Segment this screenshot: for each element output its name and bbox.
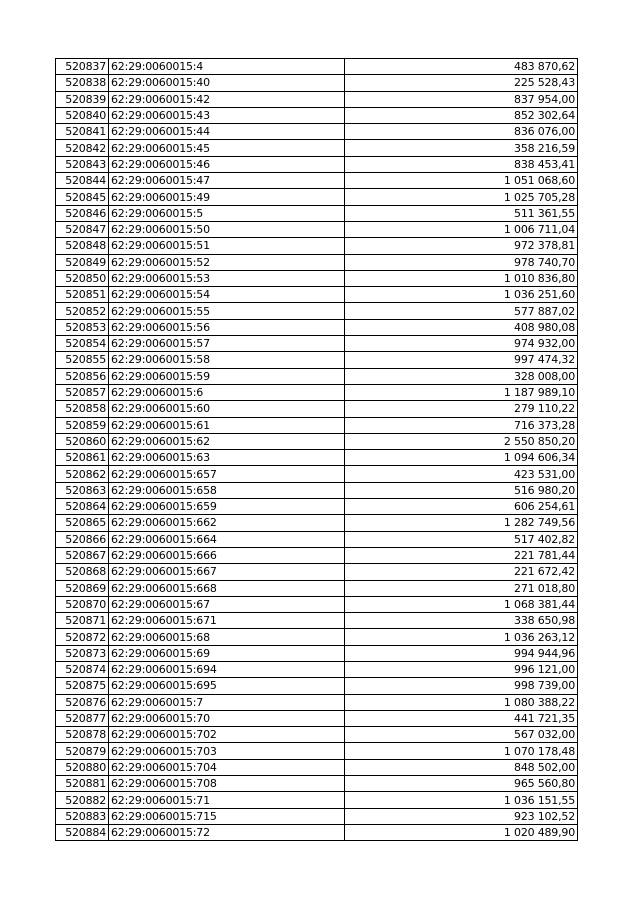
row-number-cell: 520874 bbox=[56, 661, 109, 677]
cadastral-number-cell: 62:29:0060015:50 bbox=[109, 221, 345, 237]
table-row bbox=[56, 482, 578, 498]
cadastral-value-cell: 1 080 388,22 bbox=[345, 694, 578, 710]
row-number-cell: 520873 bbox=[56, 645, 109, 661]
row-number-cell: 520854 bbox=[56, 336, 109, 352]
table-row bbox=[56, 319, 578, 335]
row-number-cell: 520858 bbox=[56, 401, 109, 417]
table-row bbox=[56, 75, 578, 91]
cadastral-value-cell: 1 070 178,48 bbox=[345, 743, 578, 759]
cadastral-number-cell: 62:29:0060015:667 bbox=[109, 564, 345, 580]
cadastral-number-cell: 62:29:0060015:60 bbox=[109, 401, 345, 417]
table-row bbox=[56, 759, 578, 775]
cadastral-number-cell: 62:29:0060015:56 bbox=[109, 319, 345, 335]
cadastral-value-cell: 716 373,28 bbox=[345, 417, 578, 433]
table-row bbox=[56, 792, 578, 808]
cadastral-value-cell: 994 944,96 bbox=[345, 645, 578, 661]
cadastral-value-cell: 836 076,00 bbox=[345, 124, 578, 140]
row-number-cell: 520849 bbox=[56, 254, 109, 270]
row-number-cell: 520865 bbox=[56, 515, 109, 531]
cadastral-number-cell: 62:29:0060015:704 bbox=[109, 759, 345, 775]
cadastral-number-cell: 62:29:0060015:61 bbox=[109, 417, 345, 433]
cadastral-value-cell: 998 739,00 bbox=[345, 678, 578, 694]
table-row bbox=[56, 238, 578, 254]
cadastral-value-cell: 338 650,98 bbox=[345, 613, 578, 629]
cadastral-value-cell: 996 121,00 bbox=[345, 661, 578, 677]
row-number-cell: 520871 bbox=[56, 613, 109, 629]
row-number-cell: 520851 bbox=[56, 287, 109, 303]
row-number-cell: 520882 bbox=[56, 792, 109, 808]
cadastral-number-cell: 62:29:0060015:53 bbox=[109, 270, 345, 286]
cadastral-value-cell: 1 187 989,10 bbox=[345, 384, 578, 400]
cadastral-number-cell: 62:29:0060015:70 bbox=[109, 710, 345, 726]
table-row bbox=[56, 124, 578, 140]
table-row bbox=[56, 417, 578, 433]
cadastral-number-cell: 62:29:0060015:7 bbox=[109, 694, 345, 710]
cadastral-value-cell: 974 932,00 bbox=[345, 336, 578, 352]
table-row bbox=[56, 743, 578, 759]
table-row bbox=[56, 710, 578, 726]
cadastral-number-cell: 62:29:0060015:708 bbox=[109, 776, 345, 792]
table-row bbox=[56, 727, 578, 743]
cadastral-value-cell: 838 453,41 bbox=[345, 156, 578, 172]
cadastral-number-cell: 62:29:0060015:4 bbox=[109, 59, 345, 75]
table-row bbox=[56, 776, 578, 792]
row-number-cell: 520883 bbox=[56, 808, 109, 824]
cadastral-number-cell: 62:29:0060015:46 bbox=[109, 156, 345, 172]
table-row bbox=[56, 368, 578, 384]
row-number-cell: 520847 bbox=[56, 221, 109, 237]
cadastral-value-cell: 837 954,00 bbox=[345, 91, 578, 107]
cadastral-value-cell: 978 740,70 bbox=[345, 254, 578, 270]
cadastral-number-cell: 62:29:0060015:58 bbox=[109, 352, 345, 368]
cadastral-number-cell: 62:29:0060015:659 bbox=[109, 499, 345, 515]
row-number-cell: 520861 bbox=[56, 450, 109, 466]
table-row bbox=[56, 466, 578, 482]
row-number-cell: 520840 bbox=[56, 107, 109, 123]
cadastral-value-cell: 852 302,64 bbox=[345, 107, 578, 123]
table-row bbox=[56, 433, 578, 449]
row-number-cell: 520842 bbox=[56, 140, 109, 156]
table-row bbox=[56, 221, 578, 237]
row-number-cell: 520852 bbox=[56, 303, 109, 319]
table-row bbox=[56, 629, 578, 645]
cadastral-value-cell: 1 068 381,44 bbox=[345, 596, 578, 612]
cadastral-number-cell: 62:29:0060015:55 bbox=[109, 303, 345, 319]
cadastral-value-cell: 1 036 251,60 bbox=[345, 287, 578, 303]
row-number-cell: 520863 bbox=[56, 482, 109, 498]
cadastral-number-cell: 62:29:0060015:72 bbox=[109, 824, 345, 840]
cadastral-value-cell: 577 887,02 bbox=[345, 303, 578, 319]
row-number-cell: 520866 bbox=[56, 531, 109, 547]
row-number-cell: 520843 bbox=[56, 156, 109, 172]
cadastral-value-cell: 1 282 749,56 bbox=[345, 515, 578, 531]
cadastral-number-cell: 62:29:0060015:44 bbox=[109, 124, 345, 140]
cadastral-number-cell: 62:29:0060015:6 bbox=[109, 384, 345, 400]
cadastral-number-cell: 62:29:0060015:5 bbox=[109, 205, 345, 221]
cadastral-number-cell: 62:29:0060015:702 bbox=[109, 727, 345, 743]
table-row bbox=[56, 270, 578, 286]
table-row bbox=[56, 661, 578, 677]
table-row bbox=[56, 384, 578, 400]
cadastral-value-cell: 358 216,59 bbox=[345, 140, 578, 156]
row-number-cell: 520838 bbox=[56, 75, 109, 91]
row-number-cell: 520867 bbox=[56, 547, 109, 563]
cadastral-number-cell: 62:29:0060015:703 bbox=[109, 743, 345, 759]
row-number-cell: 520872 bbox=[56, 629, 109, 645]
cadastral-number-cell: 62:29:0060015:662 bbox=[109, 515, 345, 531]
cadastral-number-cell: 62:29:0060015:54 bbox=[109, 287, 345, 303]
cadastral-value-cell: 511 361,55 bbox=[345, 205, 578, 221]
row-number-cell: 520862 bbox=[56, 466, 109, 482]
cadastral-value-cell: 997 474,32 bbox=[345, 352, 578, 368]
cadastral-value-cell: 271 018,80 bbox=[345, 580, 578, 596]
cadastral-value-cell: 965 560,80 bbox=[345, 776, 578, 792]
cadastral-number-cell: 62:29:0060015:664 bbox=[109, 531, 345, 547]
row-number-cell: 520868 bbox=[56, 564, 109, 580]
row-number-cell: 520855 bbox=[56, 352, 109, 368]
cadastral-number-cell: 62:29:0060015:69 bbox=[109, 645, 345, 661]
cadastral-number-cell: 62:29:0060015:40 bbox=[109, 75, 345, 91]
cadastral-value-cell: 1 025 705,28 bbox=[345, 189, 578, 205]
table-row bbox=[56, 189, 578, 205]
row-number-cell: 520841 bbox=[56, 124, 109, 140]
cadastral-number-cell: 62:29:0060015:694 bbox=[109, 661, 345, 677]
row-number-cell: 520859 bbox=[56, 417, 109, 433]
row-number-cell: 520884 bbox=[56, 824, 109, 840]
table-row bbox=[56, 694, 578, 710]
cadastral-number-cell: 62:29:0060015:51 bbox=[109, 238, 345, 254]
cadastral-value-cell: 848 502,00 bbox=[345, 759, 578, 775]
cadastral-value-cell: 328 008,00 bbox=[345, 368, 578, 384]
cadastral-number-cell: 62:29:0060015:695 bbox=[109, 678, 345, 694]
cadastral-number-cell: 62:29:0060015:658 bbox=[109, 482, 345, 498]
table-row bbox=[56, 450, 578, 466]
cadastral-value-cell: 606 254,61 bbox=[345, 499, 578, 515]
row-number-cell: 520857 bbox=[56, 384, 109, 400]
table-row bbox=[56, 205, 578, 221]
table-row bbox=[56, 156, 578, 172]
row-number-cell: 520860 bbox=[56, 433, 109, 449]
table-row bbox=[56, 678, 578, 694]
cadastral-value-cell: 279 110,22 bbox=[345, 401, 578, 417]
row-number-cell: 520877 bbox=[56, 710, 109, 726]
cadastral-value-cell: 1 036 263,12 bbox=[345, 629, 578, 645]
table-row bbox=[56, 303, 578, 319]
row-number-cell: 520869 bbox=[56, 580, 109, 596]
row-number-cell: 520876 bbox=[56, 694, 109, 710]
cadastral-value-cell: 1 020 489,90 bbox=[345, 824, 578, 840]
table-row bbox=[56, 254, 578, 270]
cadastral-value-cell: 972 378,81 bbox=[345, 238, 578, 254]
row-number-cell: 520880 bbox=[56, 759, 109, 775]
cadastral-value-cell: 1 006 711,04 bbox=[345, 221, 578, 237]
cadastral-number-cell: 62:29:0060015:57 bbox=[109, 336, 345, 352]
cadastral-number-cell: 62:29:0060015:47 bbox=[109, 173, 345, 189]
cadastral-number-cell: 62:29:0060015:657 bbox=[109, 466, 345, 482]
row-number-cell: 520845 bbox=[56, 189, 109, 205]
row-number-cell: 520881 bbox=[56, 776, 109, 792]
cadastral-number-cell: 62:29:0060015:42 bbox=[109, 91, 345, 107]
row-number-cell: 520875 bbox=[56, 678, 109, 694]
table-row bbox=[56, 645, 578, 661]
cadastral-value-cell: 225 528,43 bbox=[345, 75, 578, 91]
cadastral-number-cell: 62:29:0060015:68 bbox=[109, 629, 345, 645]
table-row bbox=[56, 173, 578, 189]
cadastral-value-cell: 408 980,08 bbox=[345, 319, 578, 335]
table-row bbox=[56, 824, 578, 840]
table-row bbox=[56, 91, 578, 107]
row-number-cell: 520878 bbox=[56, 727, 109, 743]
table-row bbox=[56, 547, 578, 563]
cadastral-value-cell: 441 721,35 bbox=[345, 710, 578, 726]
row-number-cell: 520837 bbox=[56, 59, 109, 75]
cadastral-number-cell: 62:29:0060015:45 bbox=[109, 140, 345, 156]
row-number-cell: 520846 bbox=[56, 205, 109, 221]
row-number-cell: 520853 bbox=[56, 319, 109, 335]
cadastral-value-table bbox=[55, 58, 578, 841]
cadastral-value-cell: 516 980,20 bbox=[345, 482, 578, 498]
table-body bbox=[56, 59, 578, 841]
table-row bbox=[56, 596, 578, 612]
table-row bbox=[56, 564, 578, 580]
cadastral-value-cell: 221 672,42 bbox=[345, 564, 578, 580]
cadastral-number-cell: 62:29:0060015:67 bbox=[109, 596, 345, 612]
cadastral-number-cell: 62:29:0060015:52 bbox=[109, 254, 345, 270]
cadastral-value-cell: 1 051 068,60 bbox=[345, 173, 578, 189]
cadastral-number-cell: 62:29:0060015:63 bbox=[109, 450, 345, 466]
cadastral-value-cell: 2 550 850,20 bbox=[345, 433, 578, 449]
row-number-cell: 520879 bbox=[56, 743, 109, 759]
table-row bbox=[56, 140, 578, 156]
table-row bbox=[56, 107, 578, 123]
table-row bbox=[56, 499, 578, 515]
row-number-cell: 520844 bbox=[56, 173, 109, 189]
row-number-cell: 520848 bbox=[56, 238, 109, 254]
cadastral-value-cell: 483 870,62 bbox=[345, 59, 578, 75]
table-row bbox=[56, 808, 578, 824]
table-row bbox=[56, 580, 578, 596]
table-row bbox=[56, 287, 578, 303]
cadastral-value-cell: 1 094 606,34 bbox=[345, 450, 578, 466]
table-row bbox=[56, 401, 578, 417]
row-number-cell: 520870 bbox=[56, 596, 109, 612]
cadastral-number-cell: 62:29:0060015:715 bbox=[109, 808, 345, 824]
table-row bbox=[56, 59, 578, 75]
cadastral-number-cell: 62:29:0060015:668 bbox=[109, 580, 345, 596]
cadastral-number-cell: 62:29:0060015:43 bbox=[109, 107, 345, 123]
cadastral-number-cell: 62:29:0060015:62 bbox=[109, 433, 345, 449]
cadastral-number-cell: 62:29:0060015:59 bbox=[109, 368, 345, 384]
row-number-cell: 520856 bbox=[56, 368, 109, 384]
row-number-cell: 520864 bbox=[56, 499, 109, 515]
cadastral-number-cell: 62:29:0060015:49 bbox=[109, 189, 345, 205]
table-row bbox=[56, 515, 578, 531]
row-number-cell: 520850 bbox=[56, 270, 109, 286]
cadastral-number-cell: 62:29:0060015:666 bbox=[109, 547, 345, 563]
table-row bbox=[56, 336, 578, 352]
row-number-cell: 520839 bbox=[56, 91, 109, 107]
cadastral-value-cell: 923 102,52 bbox=[345, 808, 578, 824]
table-row bbox=[56, 613, 578, 629]
cadastral-value-cell: 221 781,44 bbox=[345, 547, 578, 563]
cadastral-value-cell: 517 402,82 bbox=[345, 531, 578, 547]
cadastral-value-cell: 423 531,00 bbox=[345, 466, 578, 482]
cadastral-number-cell: 62:29:0060015:71 bbox=[109, 792, 345, 808]
cadastral-value-cell: 1 036 151,55 bbox=[345, 792, 578, 808]
cadastral-number-cell: 62:29:0060015:671 bbox=[109, 613, 345, 629]
cadastral-value-cell: 1 010 836,80 bbox=[345, 270, 578, 286]
table-row bbox=[56, 352, 578, 368]
table-row bbox=[56, 531, 578, 547]
cadastral-value-cell: 567 032,00 bbox=[345, 727, 578, 743]
